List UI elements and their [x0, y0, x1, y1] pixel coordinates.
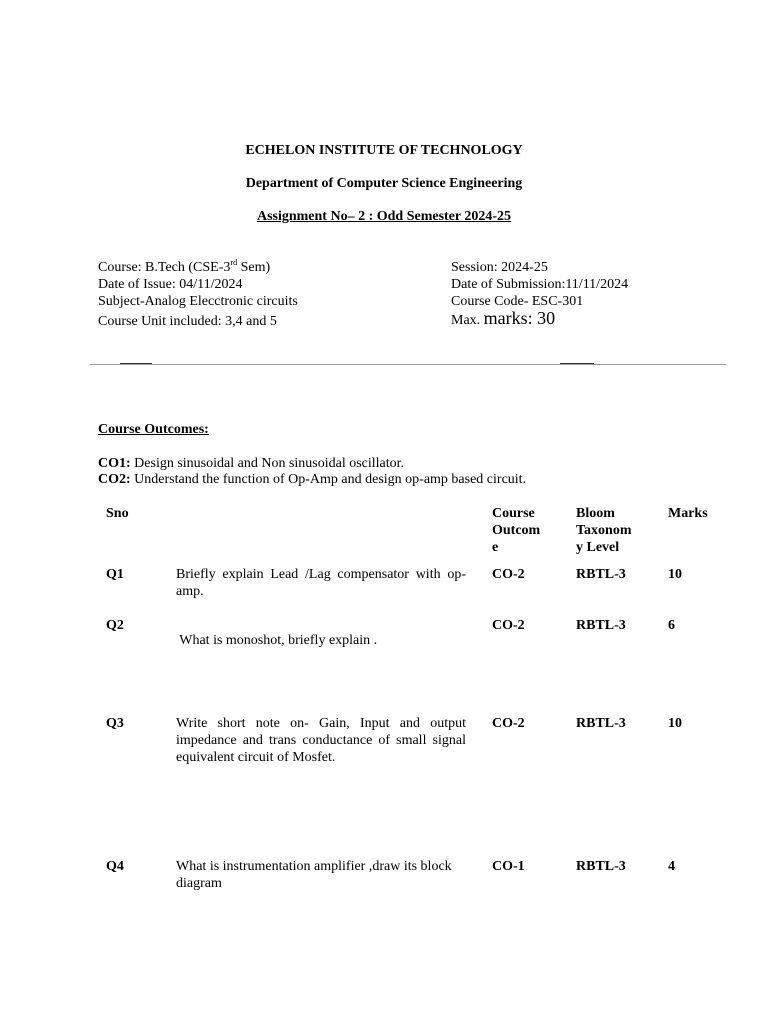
header-line: e: [492, 540, 499, 555]
header-line: y Level: [576, 540, 620, 555]
header-line: Bloom: [576, 506, 615, 521]
row-marks: 6: [668, 618, 675, 633]
assignment-title: [0, 209, 768, 225]
outcome-item: [98, 456, 404, 472]
row-bloom: RBTL-3: [576, 618, 626, 633]
row-question: Write short note on- Gain, Input and output impedance and trans conductance of small signal equivalent circuit of Mosfet.: [176, 716, 466, 765]
header-sno: Sno: [106, 506, 129, 521]
header-marks: Marks: [668, 506, 708, 521]
divider-segment: [560, 363, 594, 364]
outcome-code: CO2:: [98, 472, 131, 487]
row-question: What is instrumentation amplifier ,draw its block diagram: [176, 859, 452, 891]
header-course-outcome: [492, 505, 540, 556]
row-sno: Q3: [106, 716, 124, 731]
row-marks: 10: [668, 716, 682, 731]
subject: Subject-Analog Elecctronic circuits: [98, 294, 298, 309]
header-line: Outcom: [492, 523, 541, 538]
divider-segment: [120, 363, 152, 364]
date-submission: Date of Submission:11/11/2024: [451, 277, 629, 292]
row-marks: 10: [668, 567, 682, 582]
row-co: CO-2: [492, 567, 525, 582]
course-line: [98, 259, 270, 276]
course-prefix: Course: B.Tech (CSE-3: [98, 260, 231, 275]
row-sno: Q2: [106, 618, 124, 633]
institute-name: ECHELON INSTITUTE OF TECHNOLOGY: [245, 143, 523, 158]
row-sno: Q4: [106, 859, 124, 874]
row-co: CO-2: [492, 618, 525, 633]
outcome-text: Understand the function of Op-Amp and design op-amp based circuit.: [130, 472, 527, 487]
outcome-code: CO1:: [98, 456, 131, 471]
header-bloom: [576, 505, 632, 556]
outcome-item: [98, 472, 526, 488]
date-issue: Date of Issue: 04/11/2024: [98, 277, 243, 292]
divider: [90, 364, 726, 365]
max-value: marks: 30: [483, 308, 556, 328]
max-label: Max.: [451, 313, 481, 328]
course-units: Course Unit included: 3,4 and 5: [98, 314, 277, 329]
row-co: CO-1: [492, 859, 525, 874]
outcome-text: Design sinusoidal and Non sinusoidal oscillator.: [130, 456, 405, 471]
header-line: Course: [492, 506, 535, 521]
row-question: What is monoshot, briefly explain .: [176, 633, 378, 648]
row-marks: 4: [668, 859, 675, 874]
header-line: Taxonom: [576, 523, 632, 538]
row-bloom: RBTL-3: [576, 859, 626, 874]
max-marks: [451, 310, 555, 329]
course-code: Course Code- ESC-301: [451, 294, 584, 309]
row-question: Briefly explain Lead /Lag compensator with op-amp.: [176, 567, 466, 599]
row-co: CO-2: [492, 716, 525, 731]
course-sup: rd: [230, 258, 238, 267]
row-bloom: RBTL-3: [576, 567, 626, 582]
department-name: Department of Computer Science Engineering: [245, 176, 523, 191]
row-bloom: RBTL-3: [576, 716, 626, 731]
course-suffix: Sem): [237, 260, 271, 275]
outcomes-title: Course Outcomes:: [98, 422, 209, 437]
row-sno: Q1: [106, 567, 124, 582]
assignment-title-text: Assignment No– 2 : Odd Semester 2024-25: [256, 209, 512, 224]
session: Session: 2024-25: [451, 260, 548, 275]
